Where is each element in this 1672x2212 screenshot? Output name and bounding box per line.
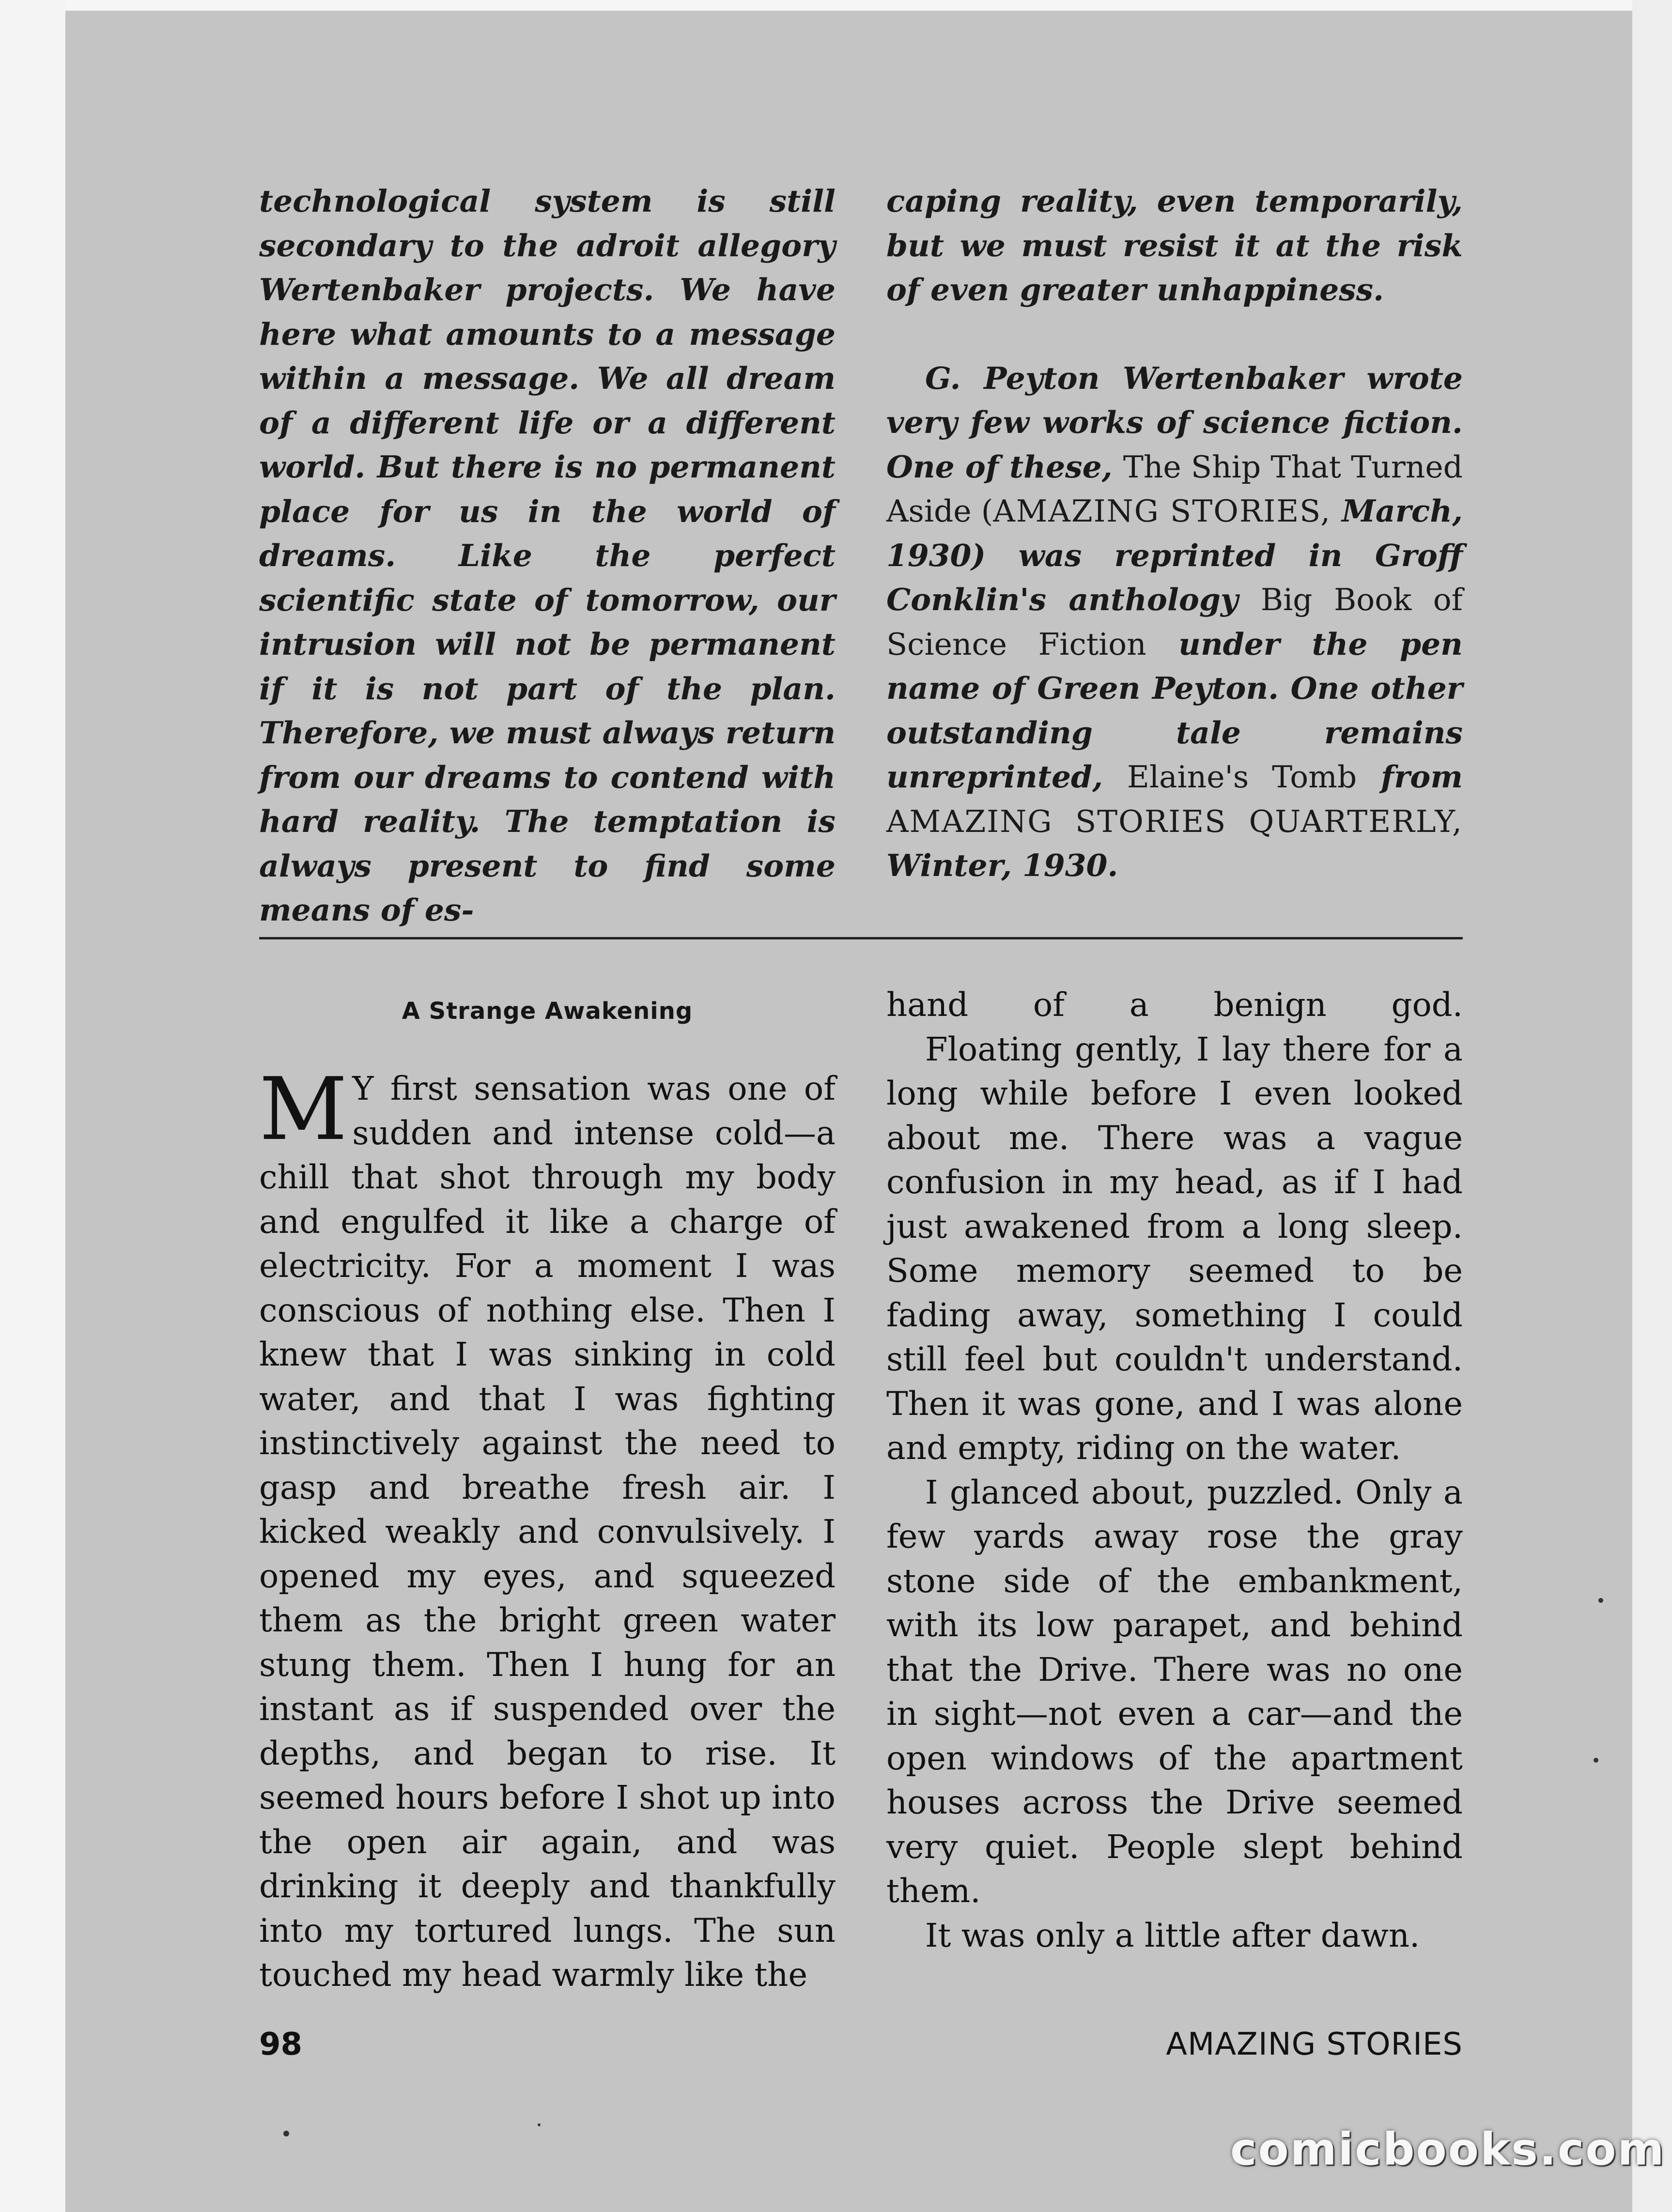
watermark-logo: comicbooks.com <box>1230 2123 1666 2175</box>
story-paragraph-2: Floating gently, I lay there for a long while before I even looked about me. There was a vague confusion in my head, as if I had just awakened from a long sleep. Some memory seemed to be fading away, something I could still feel but couldn't understand. Then it was gone, and I was alone and empty, riding on the water. <box>886 1030 1463 1467</box>
scan-speck <box>1594 1758 1598 1763</box>
story-heading: A Strange Awakening <box>402 998 693 1025</box>
page-number: 98 <box>259 2027 303 2062</box>
scan-speck <box>1598 1598 1603 1603</box>
scan-speck <box>538 2123 541 2126</box>
story-paragraph-3: I glanced about, puzzled. Only a few yards away rose the gray stone side of the embankment, with its low parapet, and behind that the Drive. There was no one in sight—not even a car—and the open windows of the apartment houses across the Drive seemed very quiet. People slept behind them. <box>886 1473 1463 1910</box>
running-footer-magazine: AMAZING STORIES <box>1166 2027 1463 2062</box>
story-paragraph-4: It was only a little after dawn. <box>925 1916 1420 1954</box>
scan-left-margin <box>0 0 65 2212</box>
magazine-name: AMAZING STORIES, <box>993 493 1331 529</box>
story-paragraph-1-end: hand of a benign god. <box>886 986 1463 1024</box>
section-divider-rule <box>259 937 1463 939</box>
story-left-column <box>259 1059 836 1997</box>
editorial-paragraph-end: caping reality, even temporarily, but we must resist it at the risk of even greater unhappiness. <box>886 183 1463 307</box>
editorial-paragraph: technological system is still secondary to the adroit allegory Wertenbaker projects. We have here what amounts to a message within a message. We all dream of a different life or a different world. But there is no permanent place for us in the world of dreams. Like the perfect scientific state of tomorrow, our intrusion will not be permanent if it is not part of the plan. Therefore, we must always return from our dreams to contend with hard reality. The temptation is always present to find some means of es- <box>259 183 836 928</box>
scan-speck <box>283 2131 289 2136</box>
scan-right-margin <box>1632 0 1672 2212</box>
story-title-elaine: Elaine's Tomb <box>1127 759 1357 795</box>
story-title-ship: The Ship That Turned Aside <box>886 449 1463 529</box>
editorial-left-column <box>259 179 836 933</box>
story-paragraph-1: M Y first sensation was one of sudden and intense cold—a chill that shot through my body and engulfed it like a charge of electricity. For a moment I was conscious of nothing else. Then I knew that I was sinking in cold water, and that I was fighting instinctively against the need to gasp and breathe fresh air. I kicked weakly and convulsively. I opened my eyes, and squeezed them as the bright green water stung them. Then I hung for an instant as if suspended over the depths, and began to rise. It seemed hours before I shot up into the open air again, and was drinking it deeply and thankfully into my tortured lungs. The sun touched my head warmly like the <box>259 1059 836 1994</box>
magazine-name-quarterly: AMAZING STORIES QUARTERLY, <box>886 803 1463 839</box>
drop-cap: M <box>259 1059 348 1159</box>
editorial-right-column <box>886 179 1463 888</box>
scan-top-edge <box>0 0 1672 11</box>
story-right-column <box>886 983 1463 1958</box>
anthology-title: Big Book of Science Fiction <box>886 582 1463 662</box>
author-note-paragraph: G. Peyton Wertenbaker wrote very few works of science fiction. One of these, The Ship That Turned Aside (AMAZING STORIES, March, 1930) was reprinted in Groff Conklin's anthology Big Book of Science Fiction under the pen name of Green Peyton. One other outstanding tale remains unreprinted, Elaine's Tomb from AMAZING STORIES QUARTERLY, Winter, 1930. <box>886 360 1463 883</box>
